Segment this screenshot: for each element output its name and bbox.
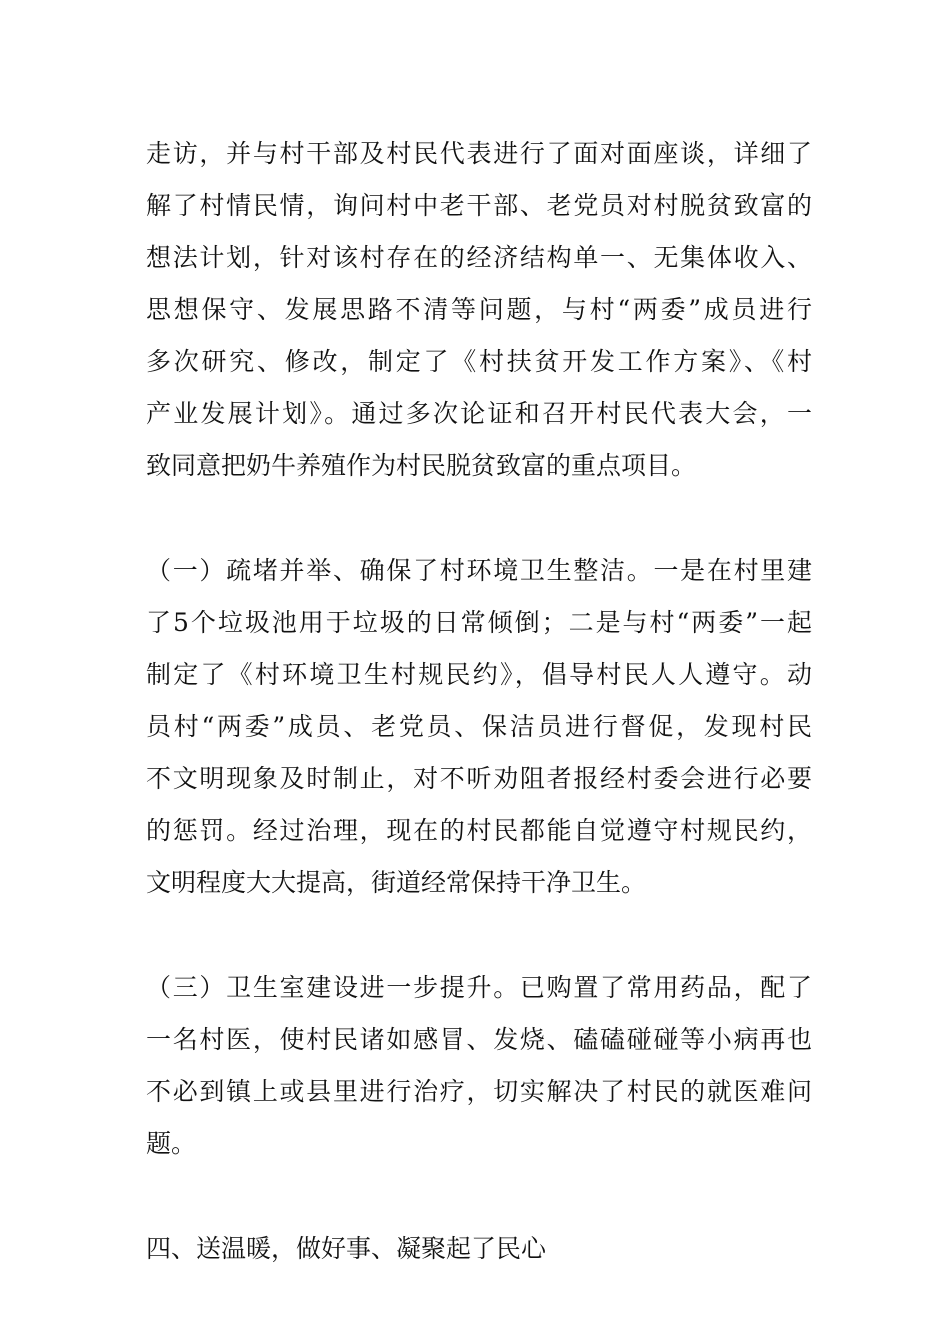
text-line: 想法计划，针对该村存在的经济结构单一、无集体收入、	[146, 243, 812, 272]
text-line: 不必到镇上或县里进行治疗，切实解决了村民的就医难问	[146, 1077, 812, 1106]
paragraph-clinic	[146, 962, 812, 1170]
text-line: 题。	[146, 1129, 197, 1158]
document-body	[146, 128, 812, 1275]
paragraph-gap	[146, 492, 812, 545]
text-line: 多次研究、修改，制定了《村扶贫开发工作方案》、《村	[146, 347, 812, 376]
paragraph-gap	[146, 909, 812, 962]
text-line: 致同意把奶牛养殖作为村民脱贫致富的重点项目。	[146, 451, 697, 480]
text-line: 产业发展计划》。通过多次论证和召开村民代表大会，一	[146, 399, 812, 428]
text-line: 一名村医，使村民诸如感冒、发烧、磕磕碰碰等小病再也	[146, 1025, 812, 1054]
text-line: 的惩罚。经过治理，现在的村民都能自觉遵守村规民约，	[146, 816, 812, 845]
text-line: 不文明现象及时制止，对不听劝阻者报经村委会进行必要	[146, 764, 812, 793]
text-line: 员村“两委”成员、老党员、保洁员进行督促，发现村民	[146, 712, 812, 741]
section-heading	[146, 1223, 812, 1275]
paragraph-gap	[146, 1170, 812, 1223]
text-line: 文明程度大大提高，街道经常保持干净卫生。	[146, 868, 647, 897]
text-line: （三）卫生室建设进一步提升。已购置了常用药品，配了	[146, 973, 812, 1002]
paragraph-village-visit	[146, 128, 812, 492]
text-line: 解了村情民情，询问村中老干部、老党员对村脱贫致富的	[146, 191, 812, 220]
text-line: 思想保守、发展思路不清等问题，与村“两委”成员进行	[146, 295, 812, 324]
text-line: 走访，并与村干部及村民代表进行了面对面座谈，详细了	[146, 139, 812, 168]
text-line: 制定了《村环境卫生村规民约》，倡导村民人人遵守。动	[146, 660, 812, 689]
text-line: 了5个垃圾池用于垃圾的日常倾倒；二是与村“两委”一起	[146, 608, 812, 637]
text-line: （一）疏堵并举、确保了村环境卫生整洁。一是在村里建	[146, 556, 812, 585]
section-heading-text: 四、送温暖，做好事、凝聚起了民心	[146, 1234, 547, 1263]
paragraph-environment-hygiene	[146, 545, 812, 909]
